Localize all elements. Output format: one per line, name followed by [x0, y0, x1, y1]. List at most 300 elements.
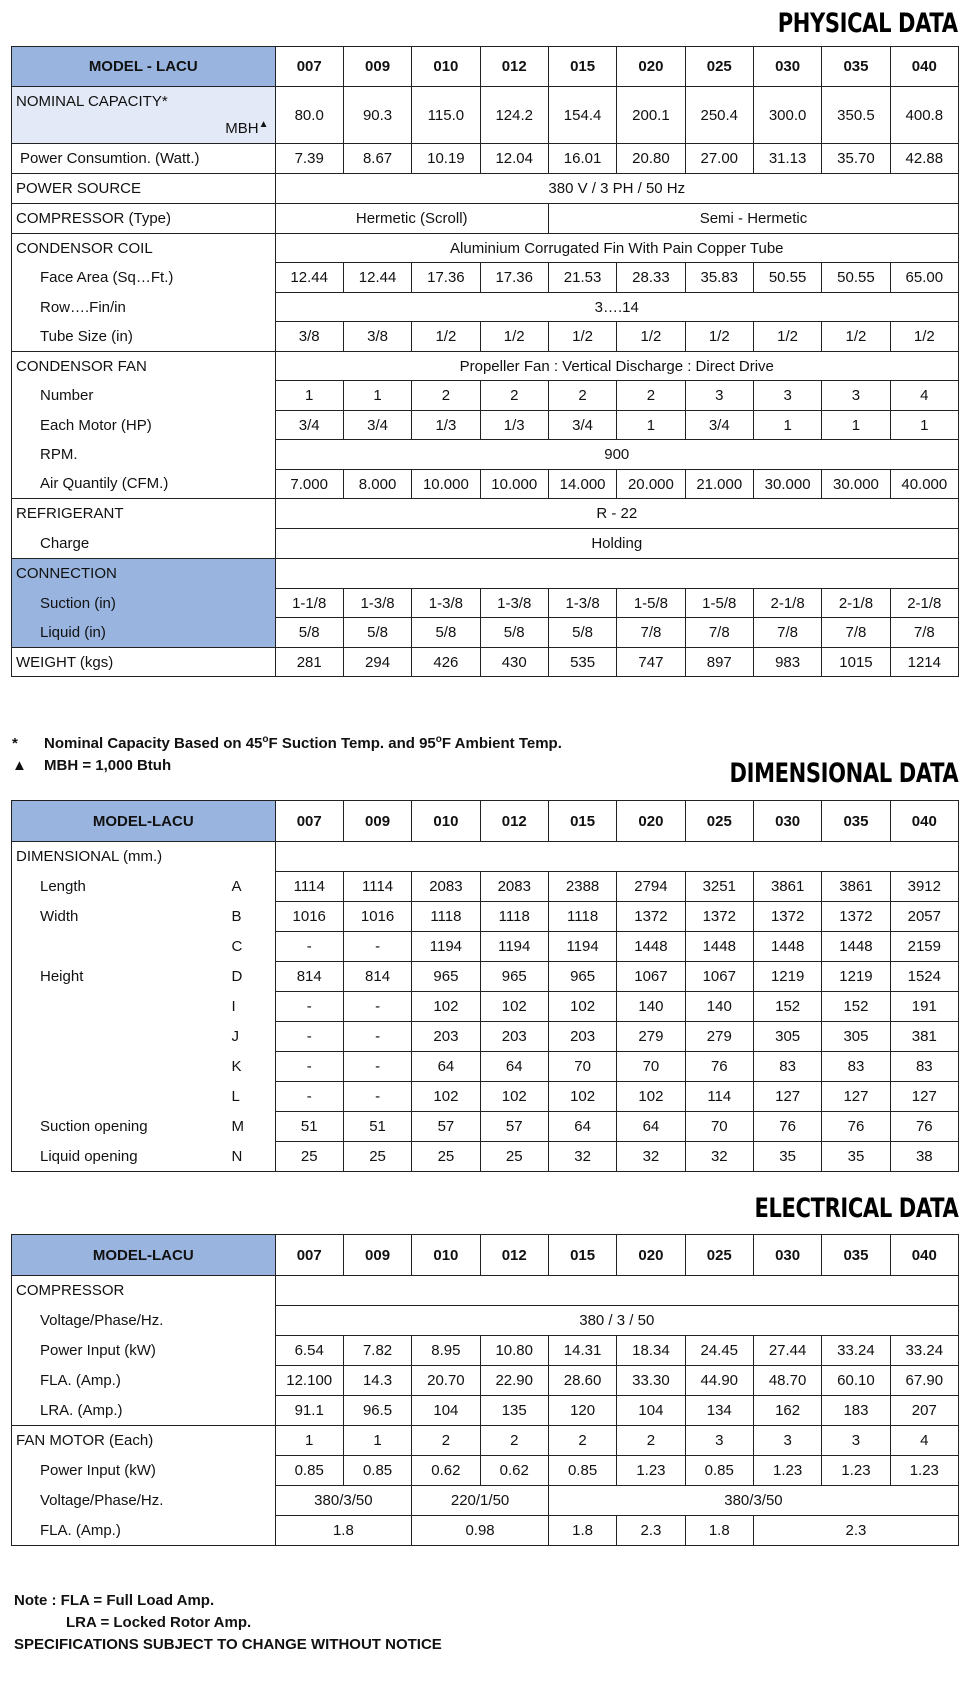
- dimension-label: Length: [12, 872, 222, 902]
- air-quantity-cell: 30.000: [753, 470, 821, 499]
- face-area-label: Face Area (Sq…Ft.): [12, 263, 276, 293]
- fan-motor-cell: 3: [753, 1426, 821, 1456]
- dimension-row: [12, 902, 959, 932]
- dimension-value: 2083: [480, 872, 548, 902]
- weight-cell: 1015: [822, 648, 890, 677]
- dimension-value: 102: [412, 992, 480, 1022]
- fan-fla-c: 1.8: [548, 1516, 616, 1546]
- fla-cell: 20.70: [412, 1366, 480, 1396]
- compressor-voltage-row: [12, 1306, 959, 1336]
- nominal-capacity-cell: 300.0: [753, 87, 821, 144]
- mbh-mark: ▲: [258, 119, 269, 130]
- dimension-value: 1016: [343, 902, 411, 932]
- power-consumption-cell: 31.13: [753, 144, 821, 174]
- dimension-value: 2057: [890, 902, 958, 932]
- fan-power-label: Power Input (kW): [12, 1456, 276, 1486]
- tube-size-cell: 1/2: [753, 322, 821, 352]
- fla-cell: 12.100: [275, 1366, 343, 1396]
- fan-fla-b: 0.98: [412, 1516, 549, 1546]
- nominal-capacity-cell: 250.4: [685, 87, 753, 144]
- connection-row: [12, 559, 959, 589]
- dimension-value: 57: [412, 1112, 480, 1142]
- refrigerant-value: R - 22: [275, 499, 958, 529]
- dimension-value: 35: [822, 1142, 890, 1172]
- dimension-value: -: [275, 992, 343, 1022]
- dimension-value: 2159: [890, 932, 958, 962]
- models-cell: 040: [890, 1235, 958, 1276]
- dimension-value: -: [275, 1082, 343, 1112]
- electrical-data-title: ELECTRICAL DATA: [754, 1193, 958, 1224]
- face-area-cell: 12.44: [275, 263, 343, 293]
- suction-cell: 1-1/8: [275, 589, 343, 618]
- dimension-row: [12, 1112, 959, 1142]
- models-cell: 010: [412, 47, 480, 87]
- models-cell: 040: [890, 801, 958, 842]
- dimension-label: [12, 1022, 222, 1052]
- power-consumption-cell: 35.70: [822, 144, 890, 174]
- fan-power-input-cell: 0.62: [412, 1456, 480, 1486]
- dimension-label: [12, 1052, 222, 1082]
- dimension-value: 1219: [822, 962, 890, 992]
- compressor-type-semi: Semi - Hermetic: [548, 204, 958, 234]
- electrical-model-header: MODEL-LACU: [12, 1235, 276, 1276]
- dimension-letter: A: [221, 872, 275, 902]
- nominal-capacity-row: [12, 87, 959, 144]
- dimension-value: 3251: [685, 872, 753, 902]
- dimension-label: Liquid opening: [12, 1142, 222, 1172]
- lra-cell: 120: [548, 1396, 616, 1426]
- compressor-type-scroll: Hermetic (Scroll): [275, 204, 548, 234]
- dimension-value: 1448: [685, 932, 753, 962]
- weight-cell: 281: [275, 648, 343, 677]
- models-cell: 012: [480, 1235, 548, 1276]
- models-cell: 009: [343, 1235, 411, 1276]
- air-quantity-cell: 21.000: [685, 470, 753, 499]
- dimension-value: 51: [275, 1112, 343, 1142]
- each-motor-cell: 1/3: [412, 411, 480, 440]
- dimensional-empty: [275, 842, 958, 872]
- liquid-cell: 7/8: [617, 618, 685, 648]
- fan-voltage-a: 380/3/50: [275, 1486, 412, 1516]
- lra-cell: 134: [685, 1396, 753, 1426]
- dimension-row: [12, 1142, 959, 1172]
- dimension-value: 965: [548, 962, 616, 992]
- weight-cell: 426: [412, 648, 480, 677]
- dimension-value: 1448: [822, 932, 890, 962]
- fan-fla-row: [12, 1516, 959, 1546]
- dimension-value: -: [343, 1082, 411, 1112]
- dimension-letter: B: [221, 902, 275, 932]
- air-quantity-cell: 7.000: [275, 470, 343, 499]
- connection-empty: [275, 559, 958, 589]
- dimension-value: -: [275, 932, 343, 962]
- air-quantity-cell: 40.000: [890, 470, 958, 499]
- dimension-value: 127: [822, 1082, 890, 1112]
- dimension-value: 32: [685, 1142, 753, 1172]
- dimension-value: -: [275, 1022, 343, 1052]
- dimension-value: 1114: [275, 872, 343, 902]
- dimension-value: 76: [822, 1112, 890, 1142]
- dimension-value: 1194: [480, 932, 548, 962]
- face-area-cell: 50.55: [822, 263, 890, 293]
- dimension-value: 203: [548, 1022, 616, 1052]
- compressor-type-row: [12, 204, 959, 234]
- fan-motor-cell: 2: [480, 1426, 548, 1456]
- physical-notes: [12, 732, 562, 776]
- compressor-voltage-value: 380 / 3 / 50: [275, 1306, 958, 1336]
- dimension-value: 2083: [412, 872, 480, 902]
- dimension-value: 1067: [685, 962, 753, 992]
- liquid-cell: 7/8: [753, 618, 821, 648]
- tube-size-cell: 1/2: [890, 322, 958, 352]
- suction-cell: 1-5/8: [685, 589, 753, 618]
- dimension-value: 965: [412, 962, 480, 992]
- fla-note: Note : FLA = Full Load Amp.: [14, 1592, 215, 1609]
- fla-cell: 22.90: [480, 1366, 548, 1396]
- liquid-cell: 5/8: [343, 618, 411, 648]
- dimension-value: 203: [480, 1022, 548, 1052]
- suction-cell: 1-3/8: [343, 589, 411, 618]
- power-input-cell: 10.80: [480, 1336, 548, 1366]
- fan-motor-cell: 3: [822, 1426, 890, 1456]
- models-cell: 020: [617, 47, 685, 87]
- lra-cell: 162: [753, 1396, 821, 1426]
- refrigerant-label: REFRIGERANT: [12, 499, 276, 529]
- tube-size-cell: 3/8: [343, 322, 411, 352]
- dimension-value: 102: [480, 992, 548, 1022]
- dimensional-label-row: [12, 842, 959, 872]
- charge-value: Holding: [275, 529, 958, 559]
- models-cell: 020: [617, 1235, 685, 1276]
- number-cell: 2: [480, 381, 548, 411]
- fan-motor-cell: 2: [548, 1426, 616, 1456]
- dimension-value: 1114: [343, 872, 411, 902]
- each-motor-cell: 3/4: [275, 411, 343, 440]
- lra-cell: 207: [890, 1396, 958, 1426]
- fan-number-row: [12, 381, 959, 411]
- lra-cell: 96.5: [343, 1396, 411, 1426]
- nominal-capacity-label: [12, 87, 276, 144]
- compressor-empty: [275, 1276, 958, 1306]
- weight-cell: 535: [548, 648, 616, 677]
- dimension-value: 25: [412, 1142, 480, 1172]
- note1-text: Nominal Capacity Based on 45$^o$F Suction Temp. and 95$^o$F Ambient Temp.: [44, 734, 562, 752]
- number-cell: 3: [685, 381, 753, 411]
- liquid-cell: 7/8: [890, 618, 958, 648]
- each-motor-cell: 3/4: [685, 411, 753, 440]
- dimension-value: 1067: [617, 962, 685, 992]
- dimension-value: -: [343, 1022, 411, 1052]
- dimension-value: 38: [890, 1142, 958, 1172]
- number-cell: 1: [275, 381, 343, 411]
- power-consumption-cell: 7.39: [275, 144, 343, 174]
- lra-cell: 104: [617, 1396, 685, 1426]
- number-cell: 2: [412, 381, 480, 411]
- footer-notes: [14, 1592, 442, 1658]
- physical-header-row: [12, 47, 959, 87]
- dimension-label: [12, 932, 222, 962]
- each-motor-cell: 3/4: [548, 411, 616, 440]
- weight-cell: 747: [617, 648, 685, 677]
- suction-cell: 2-1/8: [890, 589, 958, 618]
- dimension-value: 32: [548, 1142, 616, 1172]
- fla-cell: 60.10: [822, 1366, 890, 1396]
- face-area-cell: 65.00: [890, 263, 958, 293]
- condensor-coil-value: Aluminium Corrugated Fin With Pain Copper Tube: [275, 234, 958, 263]
- power-input-cell: 33.24: [822, 1336, 890, 1366]
- fan-motor-cell: 3: [685, 1426, 753, 1456]
- row-fin-row: [12, 293, 959, 322]
- power-consumption-cell: 20.80: [617, 144, 685, 174]
- dimensional-model-header: MODEL-LACU: [12, 801, 276, 842]
- dimension-value: 1448: [617, 932, 685, 962]
- fan-power-input-cell: 0.85: [548, 1456, 616, 1486]
- rpm-label: RPM.: [12, 440, 276, 470]
- fan-power-input-cell: 0.85: [275, 1456, 343, 1486]
- triangle-icon: ▲: [12, 756, 27, 774]
- dimension-value: 1016: [275, 902, 343, 932]
- dimension-letter: C: [221, 932, 275, 962]
- each-motor-cell: 1/3: [480, 411, 548, 440]
- liquid-cell: 5/8: [548, 618, 616, 648]
- dimension-value: 1448: [753, 932, 821, 962]
- condensor-coil-label: CONDENSOR COIL: [12, 234, 276, 263]
- dimension-value: 814: [275, 962, 343, 992]
- each-motor-cell: 3/4: [343, 411, 411, 440]
- air-quantity-row: [12, 470, 959, 499]
- tube-size-cell: 3/8: [275, 322, 343, 352]
- nominal-capacity-text: NOMINAL CAPACITY*: [16, 93, 168, 110]
- power-consumption-cell: 10.19: [412, 144, 480, 174]
- fan-power-input-cell: 1.23: [890, 1456, 958, 1486]
- fan-motor-cell: 1: [275, 1426, 343, 1456]
- dimension-value: 76: [890, 1112, 958, 1142]
- tube-size-cell: 1/2: [412, 322, 480, 352]
- dimension-value: 64: [480, 1052, 548, 1082]
- dimension-value: 305: [753, 1022, 821, 1052]
- dimension-value: 70: [617, 1052, 685, 1082]
- models-cell: 012: [480, 47, 548, 87]
- dimension-value: -: [343, 1052, 411, 1082]
- power-consumption-cell: 27.00: [685, 144, 753, 174]
- dimension-letter: N: [221, 1142, 275, 1172]
- fan-voltage-c: 380/3/50: [548, 1486, 958, 1516]
- each-motor-label: Each Motor (HP): [12, 411, 276, 440]
- face-area-cell: 12.44: [343, 263, 411, 293]
- weight-cell: 430: [480, 648, 548, 677]
- power-consumption-cell: 16.01: [548, 144, 616, 174]
- liquid-cell: 5/8: [480, 618, 548, 648]
- liquid-cell: 7/8: [822, 618, 890, 648]
- fan-voltage-b: 220/1/50: [412, 1486, 549, 1516]
- dimension-row: [12, 1022, 959, 1052]
- compressor-voltage-label: Voltage/Phase/Hz.: [12, 1306, 276, 1336]
- dimension-value: 814: [343, 962, 411, 992]
- air-quantity-label: Air Quantily (CFM.): [12, 470, 276, 499]
- row-fin-label: Row….Fin/in: [12, 293, 276, 322]
- dimension-letter: I: [221, 992, 275, 1022]
- dimension-label: Width: [12, 902, 222, 932]
- star-mark: *: [12, 734, 18, 752]
- nominal-capacity-cell: 115.0: [412, 87, 480, 144]
- dimension-value: 127: [753, 1082, 821, 1112]
- dimension-value: 203: [412, 1022, 480, 1052]
- face-area-cell: 17.36: [412, 263, 480, 293]
- models-cell: 035: [822, 801, 890, 842]
- fan-voltage-label: Voltage/Phase/Hz.: [12, 1486, 276, 1516]
- dimension-value: 1194: [548, 932, 616, 962]
- models-cell: 012: [480, 801, 548, 842]
- air-quantity-cell: 20.000: [617, 470, 685, 499]
- model-header-label: MODEL - LACU: [12, 47, 276, 87]
- compressor-fla-label: FLA. (Amp.): [12, 1366, 276, 1396]
- air-quantity-cell: 8.000: [343, 470, 411, 499]
- tube-size-label: Tube Size (in): [12, 322, 276, 352]
- models-cell: 007: [275, 801, 343, 842]
- dimension-value: 114: [685, 1082, 753, 1112]
- each-motor-cell: 1: [617, 411, 685, 440]
- nominal-capacity-cell: 350.5: [822, 87, 890, 144]
- dimension-value: 64: [548, 1112, 616, 1142]
- dimension-value: 102: [617, 1082, 685, 1112]
- lra-note: LRA = Locked Rotor Amp.: [66, 1614, 252, 1631]
- nominal-capacity-cell: 154.4: [548, 87, 616, 144]
- dimension-value: 305: [822, 1022, 890, 1052]
- power-consumption-cell: 8.67: [343, 144, 411, 174]
- tube-size-cell: 1/2: [480, 322, 548, 352]
- fan-motor-label: FAN MOTOR (Each): [12, 1426, 276, 1456]
- lra-cell: 183: [822, 1396, 890, 1426]
- fla-cell: 48.70: [753, 1366, 821, 1396]
- fan-fla-e: 1.8: [685, 1516, 753, 1546]
- dimension-value: 64: [617, 1112, 685, 1142]
- mbh-text: MBH: [225, 120, 259, 137]
- models-cell: 030: [753, 801, 821, 842]
- suction-row: [12, 589, 959, 618]
- dimension-letter: K: [221, 1052, 275, 1082]
- connection-label: CONNECTION: [12, 559, 276, 589]
- dimension-value: 127: [890, 1082, 958, 1112]
- dimension-value: 25: [480, 1142, 548, 1172]
- dimension-value: 76: [685, 1052, 753, 1082]
- charge-row: [12, 529, 959, 559]
- dimension-value: 279: [685, 1022, 753, 1052]
- dimension-letter: M: [221, 1112, 275, 1142]
- dimension-row: [12, 932, 959, 962]
- power-input-cell: 14.31: [548, 1336, 616, 1366]
- mbh-note: [12, 754, 562, 776]
- condensor-fan-row: [12, 352, 959, 381]
- dimension-value: 1194: [412, 932, 480, 962]
- dimension-value: 191: [890, 992, 958, 1022]
- tube-size-cell: 1/2: [548, 322, 616, 352]
- power-input-cell: 27.44: [753, 1336, 821, 1366]
- suction-cell: 1-5/8: [617, 589, 685, 618]
- fan-power-input-cell: 1.23: [753, 1456, 821, 1486]
- models-cell: 020: [617, 801, 685, 842]
- power-input-cell: 24.45: [685, 1336, 753, 1366]
- dimension-label: Suction opening: [12, 1112, 222, 1142]
- dimension-value: 3861: [822, 872, 890, 902]
- tube-size-cell: 1/2: [822, 322, 890, 352]
- dimension-value: 2388: [548, 872, 616, 902]
- models-cell: 040: [890, 47, 958, 87]
- dimension-value: 1524: [890, 962, 958, 992]
- dimension-value: 102: [548, 992, 616, 1022]
- dimension-value: -: [343, 992, 411, 1022]
- fan-power-input-cell: 0.85: [685, 1456, 753, 1486]
- condensor-fan-label: CONDENSOR FAN: [12, 352, 276, 381]
- models-cell: 009: [343, 47, 411, 87]
- suction-label: Suction (in): [12, 589, 276, 618]
- models-cell: 010: [412, 1235, 480, 1276]
- dimension-label: Height: [12, 962, 222, 992]
- models-cell: 015: [548, 1235, 616, 1276]
- dimension-value: 1118: [480, 902, 548, 932]
- note2-text: MBH = 1,000 Btuh: [44, 756, 172, 774]
- fan-fla-f: 2.3: [753, 1516, 958, 1546]
- fan-power-input-cell: 1.23: [617, 1456, 685, 1486]
- dimension-value: 83: [822, 1052, 890, 1082]
- compressor-power-row: [12, 1336, 959, 1366]
- lra-cell: 91.1: [275, 1396, 343, 1426]
- face-area-cell: 35.83: [685, 263, 753, 293]
- each-motor-row: [12, 411, 959, 440]
- dimension-row: [12, 872, 959, 902]
- electrical-data-table: [11, 1234, 959, 1546]
- models-cell: 025: [685, 47, 753, 87]
- each-motor-cell: 1: [753, 411, 821, 440]
- dimension-row: [12, 992, 959, 1022]
- dimensional-data-table: [11, 800, 959, 1172]
- liquid-cell: 5/8: [412, 618, 480, 648]
- dimension-value: 152: [753, 992, 821, 1022]
- dimension-value: 1372: [685, 902, 753, 932]
- tube-size-row: [12, 322, 959, 352]
- models-cell: 030: [753, 1235, 821, 1276]
- dimension-label: [12, 1082, 222, 1112]
- dimension-value: 3861: [753, 872, 821, 902]
- dimension-value: 1219: [753, 962, 821, 992]
- nominal-capacity-cell: 200.1: [617, 87, 685, 144]
- dimension-value: 32: [617, 1142, 685, 1172]
- suction-cell: 1-3/8: [548, 589, 616, 618]
- dimension-value: 64: [412, 1052, 480, 1082]
- dimension-row: [12, 1082, 959, 1112]
- fan-fla-label: FLA. (Amp.): [12, 1516, 276, 1546]
- specifications-note: SPECIFICATIONS SUBJECT TO CHANGE WITHOUT NOTICE: [14, 1636, 442, 1653]
- tube-size-cell: 1/2: [685, 322, 753, 352]
- dimensional-data-title: DIMENSIONAL DATA: [729, 758, 958, 789]
- dimensional-header-row: [12, 801, 959, 842]
- refrigerant-row: [12, 499, 959, 529]
- models-cell: 007: [275, 1235, 343, 1276]
- lra-cell: 104: [412, 1396, 480, 1426]
- dimension-value: -: [343, 932, 411, 962]
- dimension-value: 102: [412, 1082, 480, 1112]
- air-quantity-cell: 30.000: [822, 470, 890, 499]
- fan-motor-cell: 4: [890, 1426, 958, 1456]
- dimension-value: 381: [890, 1022, 958, 1052]
- power-input-cell: 8.95: [412, 1336, 480, 1366]
- dimension-value: 1118: [412, 902, 480, 932]
- dimension-value: 102: [548, 1082, 616, 1112]
- power-consumption-cell: 12.04: [480, 144, 548, 174]
- weight-label: WEIGHT (kgs): [12, 648, 276, 677]
- fan-motor-cell: 1: [343, 1426, 411, 1456]
- dimensional-label: DIMENSIONAL (mm.): [12, 842, 276, 872]
- dimension-value: 279: [617, 1022, 685, 1052]
